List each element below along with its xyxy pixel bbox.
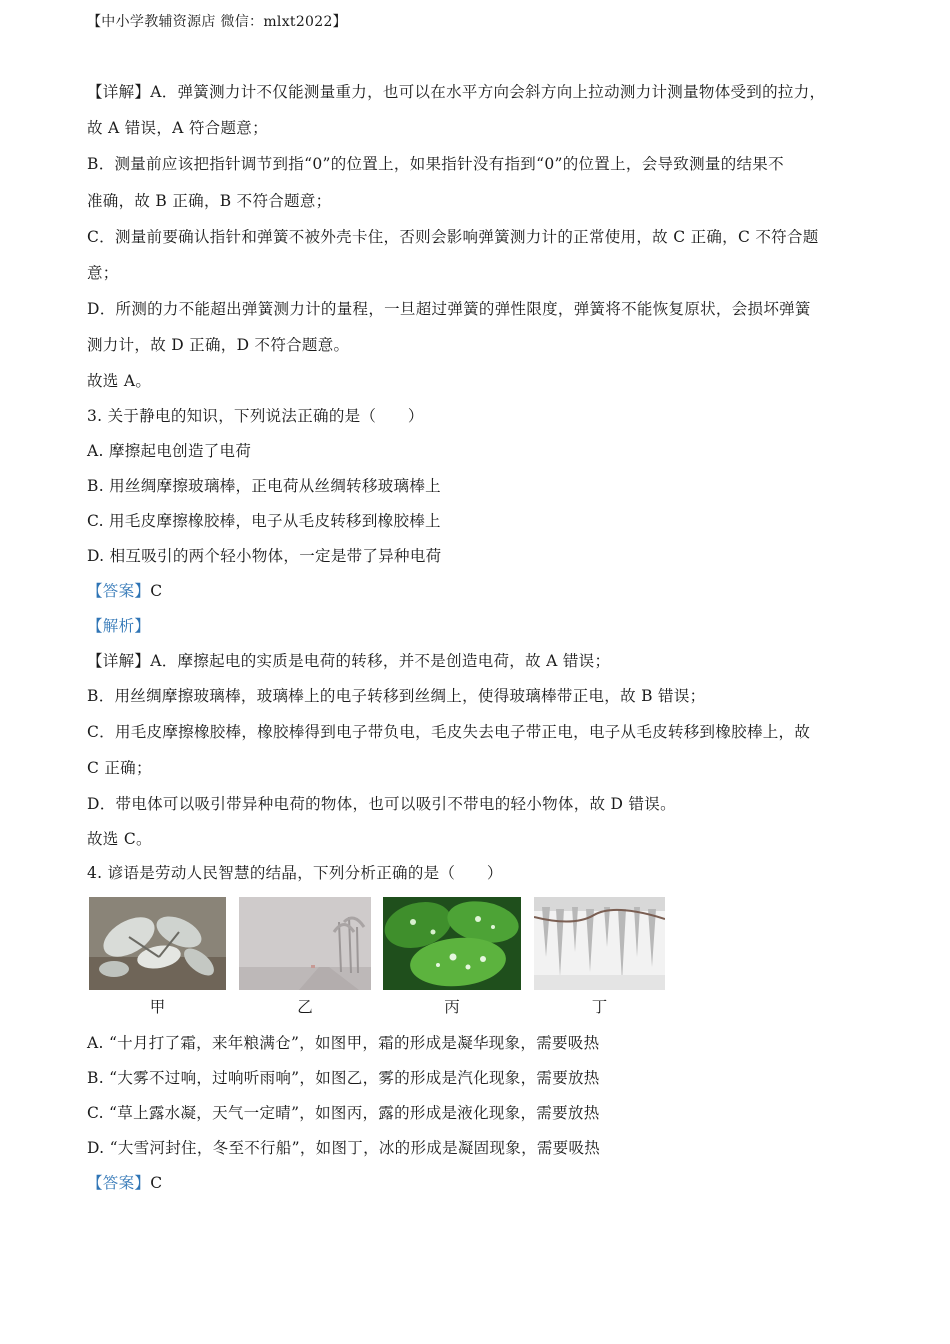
q4-stem: 4. 谚语是劳动人民智慧的结晶，下列分析正确的是（ ） bbox=[87, 864, 503, 882]
caption-yi: 乙 bbox=[297, 998, 313, 1016]
q3-answer-tag: 【答案】 bbox=[87, 582, 151, 600]
dew-photo bbox=[383, 897, 521, 990]
q2-detail-line-3: B．测量前应该把指针调节到指“0”的位置上，如果指针没有指到“0”的位置上，会导致测量的结果不 bbox=[87, 155, 784, 173]
q2-detail-line-6: 意； bbox=[87, 264, 119, 282]
q4-answer bbox=[87, 1173, 162, 1193]
q2-detail-line-5: C．测量前要确认指针和弹簧不被外壳卡住，否则会影响弹簧测力计的正常使用，故 C 正确，C 不符合题 bbox=[87, 228, 819, 246]
q3-option-d: D. 相互吸引的两个轻小物体，一定是带了异种电荷 bbox=[87, 547, 442, 565]
q3-option-b: B. 用丝绸摩擦玻璃棒，正电荷从丝绸转移玻璃棒上 bbox=[87, 477, 441, 495]
q3-detail-line-1: 【详解】A．摩擦起电的实质是电荷的转移，并不是创造电荷，故 A 错误； bbox=[87, 652, 611, 670]
q3-detail-line-2: B．用丝绸摩擦玻璃棒，玻璃棒上的电子转移到丝绸上，使得玻璃棒带正电，故 B 错误； bbox=[87, 687, 706, 705]
q3-detail-line-4: C 正确； bbox=[87, 759, 152, 777]
fog-photo bbox=[239, 897, 371, 990]
q4-answer-value: C bbox=[150, 1174, 163, 1192]
q3-option-a: A. 摩擦起电创造了电荷 bbox=[87, 442, 252, 460]
q3-analysis-tag: 【解析】 bbox=[87, 617, 151, 635]
q2-detail-line-8: 测力计，故 D 正确，D 不符合题意。 bbox=[87, 336, 350, 354]
q3-detail-line-3: C．用毛皮摩擦橡胶棒，橡胶棒得到电子带负电，毛皮失去电子带正电，电子从毛皮转移到橡胶棒上，故 bbox=[87, 723, 811, 741]
q4-option-c: C. “草上露水凝，天气一定晴”，如图丙，露的形成是液化现象，需要放热 bbox=[87, 1104, 600, 1122]
q3-answer-value: C bbox=[150, 582, 163, 600]
q4-option-d: D. “大雪河封住，冬至不行船”，如图丁，冰的形成是凝固现象，需要吸热 bbox=[87, 1139, 601, 1157]
caption-jia: 甲 bbox=[149, 998, 166, 1016]
ice-photo bbox=[534, 897, 665, 990]
q3-detail-line-5: D．带电体可以吸引带异种电荷的物体，也可以吸引不带电的轻小物体，故 D 错误。 bbox=[87, 795, 676, 813]
q2-detail-line-2: 故 A 错误，A 符合题意； bbox=[87, 119, 268, 137]
q3-choose: 故选 C。 bbox=[87, 830, 152, 848]
q4-option-b: B. “大雾不过响，过响听雨响”，如图乙，雾的形成是汽化现象，需要放热 bbox=[87, 1069, 600, 1087]
q4-answer-tag: 【答案】 bbox=[87, 1174, 151, 1192]
caption-bing: 丙 bbox=[444, 998, 460, 1016]
q3-stem: 3. 关于静电的知识，下列说法正确的是（ ） bbox=[87, 407, 424, 425]
q3-option-c: C. 用毛皮摩擦橡胶棒，电子从毛皮转移到橡胶棒上 bbox=[87, 512, 441, 530]
frost-photo bbox=[89, 897, 226, 990]
caption-ding: 丁 bbox=[591, 998, 608, 1016]
q2-detail-line-4: 准确，故 B 正确，B 不符合题意； bbox=[87, 192, 332, 210]
q2-detail-line-1: 【详解】A．弹簧测力计不仅能测量重力，也可以在水平方向会斜方向上拉动测力计测量物体受到的拉力， bbox=[87, 83, 826, 101]
q2-detail-line-7: D．所测的力不能超出弹簧测力计的量程，一旦超过弹簧的弹性限度，弹簧将不能恢复原状，会损坏弹簧 bbox=[87, 300, 811, 318]
q4-option-a: A. “十月打了霜，来年粮满仓”，如图甲，霜的形成是凝华现象，需要吸热 bbox=[87, 1034, 600, 1052]
q3-answer bbox=[87, 581, 162, 601]
q2-choose: 故选 A。 bbox=[87, 372, 152, 390]
page-header: 【中小学教辅资源店 微信：mlxt2022】 bbox=[87, 14, 347, 30]
